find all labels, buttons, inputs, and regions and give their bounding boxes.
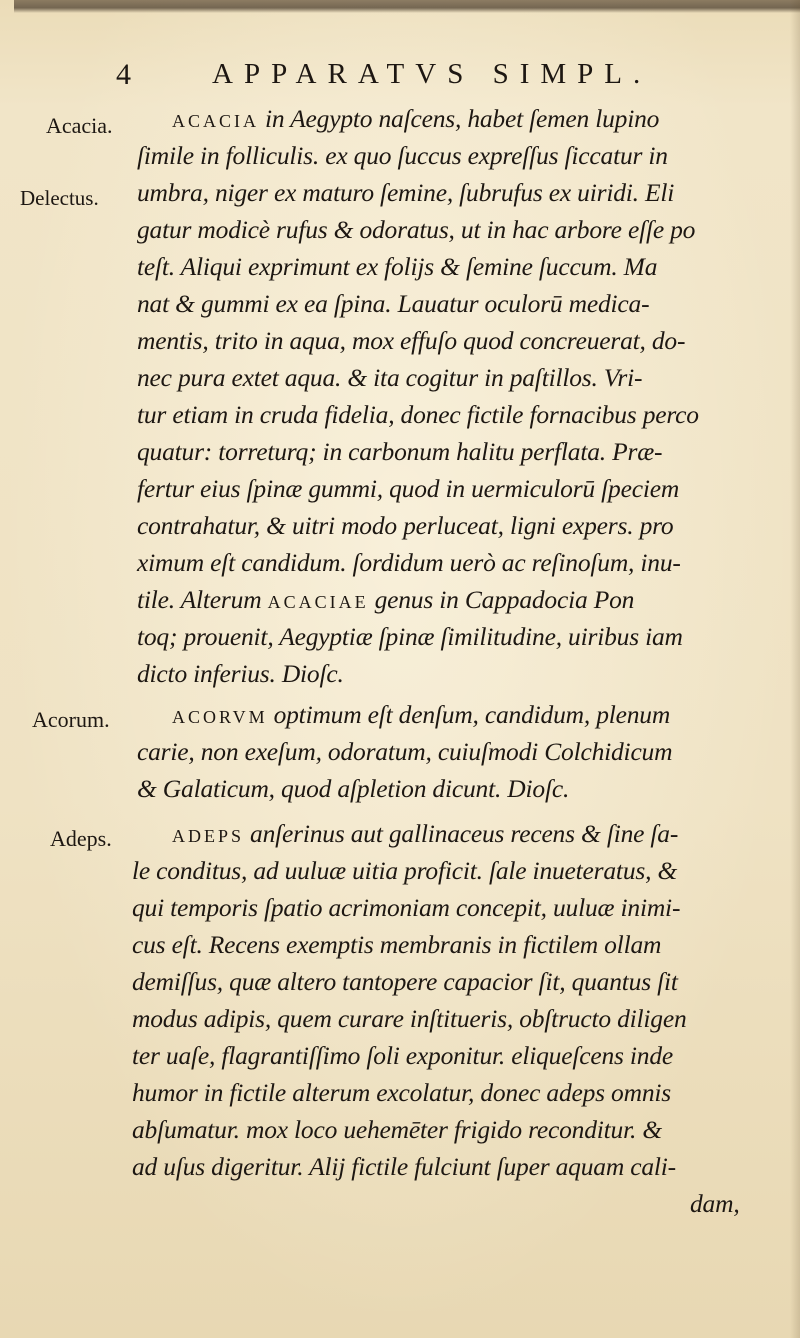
acacia-line-7: mentis, trito in aqua, mox effuſo quod concreuerat, do- — [137, 326, 686, 355]
acorum-line-text: optimum eſt denſum, candidum, plenum — [273, 700, 671, 729]
acacia-line-16: dicto inferius. Dioſc. — [137, 659, 344, 688]
acacia-line-11: fertur eius ſpinæ gummi, quod in uermiculorū ſpeciem — [137, 474, 680, 503]
acacia-line-15: toq; prouenit, Aegyptiæ ſpinæ ſimilitudine, uiribus iam — [137, 622, 683, 651]
page-gutter-shadow — [790, 0, 800, 1338]
margin-note-acorum: Acorum. — [32, 707, 110, 732]
adeps-line-3: qui temporis ſpatio acrimoniam concepit, uuluæ inimi- — [132, 893, 681, 922]
acacia-line-text: in Aegypto naſcens, habet ſemen lupino — [265, 104, 660, 133]
adeps-line-2: le conditus, ad uuluæ uitia proficit. ſale inueteratus, & — [132, 856, 678, 885]
running-header — [0, 50, 800, 100]
acacia-line-10: quatur: torreturq; in carbonum halitu perflata. Præ- — [137, 437, 663, 466]
acorum-line-2: carie, non exeſum, odoratum, cuiuſmodi Colchidicum — [137, 737, 673, 766]
adeps-line-text: anſerinus aut gallinaceus recens & ſine ſa- — [250, 819, 679, 848]
acacia-line-3: umbra, niger ex maturo ſemine, ſubrufus ex uiridi. Eli — [137, 178, 675, 207]
page-number: 4 — [116, 58, 131, 91]
adeps-line-10: ad uſus digeritur. Alij fictile fulciunt ſuper aquam cali- — [132, 1152, 676, 1181]
margin-note-acacia: Acacia. — [46, 113, 113, 138]
acorum-lead: ACORVM — [172, 707, 268, 727]
top-edge-shadow — [14, 0, 800, 13]
adeps-line-9: abſumatur. mox loco uehemēter frigido reconditur. & — [132, 1115, 662, 1144]
acacia-line-2: ſimile in folliculis. ex quo ſuccus expreſſus ſiccatur in — [137, 141, 668, 170]
adeps-line-4: cus eſt. Recens exemptis membranis in fictilem ollam — [132, 930, 662, 959]
acacia-lead: ACACIA — [172, 111, 260, 131]
running-title: APPARATVS SIMPL. — [212, 58, 652, 90]
adeps-line-5: demiſſus, quæ altero tantopere capacior ſit, quantus ſit — [132, 967, 678, 996]
acacia-line-6: nat & gummi ex ea ſpina. Lauatur oculorū medica- — [137, 289, 650, 318]
adeps-lead: ADEPS — [172, 826, 245, 846]
acacia-line-1 — [172, 104, 659, 134]
acacia-line-5: teſt. Aliqui exprimunt ex folijs & ſemine ſuccum. Ma — [137, 252, 658, 281]
acacia-line-4: gatur modicè rufus & odoratus, ut in hac arbore eſſe po — [137, 215, 696, 244]
acacia-line-12: contrahatur, & uitri modo perluceat, ligni expers. pro — [137, 511, 674, 540]
adeps-line-6: modus adipis, quem curare inſtitueris, obſtructo diligen — [132, 1004, 687, 1033]
acaciae-lead: ACACIAE — [267, 592, 369, 612]
adeps-line-7: ter uaſe, flagrantiſſimo ſoli exponitur. eliqueſcens inde — [132, 1041, 674, 1070]
acacia-line-14 — [137, 585, 634, 615]
margin-note-delectus: Delectus. — [20, 186, 99, 210]
acacia-line-13: ximum eſt candidum. ſordidum uerò ac reſinoſum, inu- — [137, 548, 681, 577]
acacia-line-14-tail: genus in Cappadocia Pon — [374, 585, 635, 614]
margin-note-adeps: Adeps. — [50, 826, 112, 851]
acacia-line-14-start: tile. Alterum — [137, 585, 268, 614]
acacia-line-9: tur etiam in cruda fidelia, donec fictile fornacibus perco — [137, 400, 699, 429]
adeps-line-8: humor in fictile alterum excolatur, donec adeps omnis — [132, 1078, 671, 1107]
acacia-line-8: nec pura extet aqua. & ita cogitur in paſtillos. Vri- — [137, 363, 643, 392]
adeps-line-1 — [172, 819, 678, 849]
acorum-line-1 — [172, 700, 670, 730]
acorum-line-3: & Galaticum, quod aſpletion dicunt. Dioſc. — [137, 774, 570, 803]
adeps-catchword: dam, — [690, 1189, 740, 1218]
